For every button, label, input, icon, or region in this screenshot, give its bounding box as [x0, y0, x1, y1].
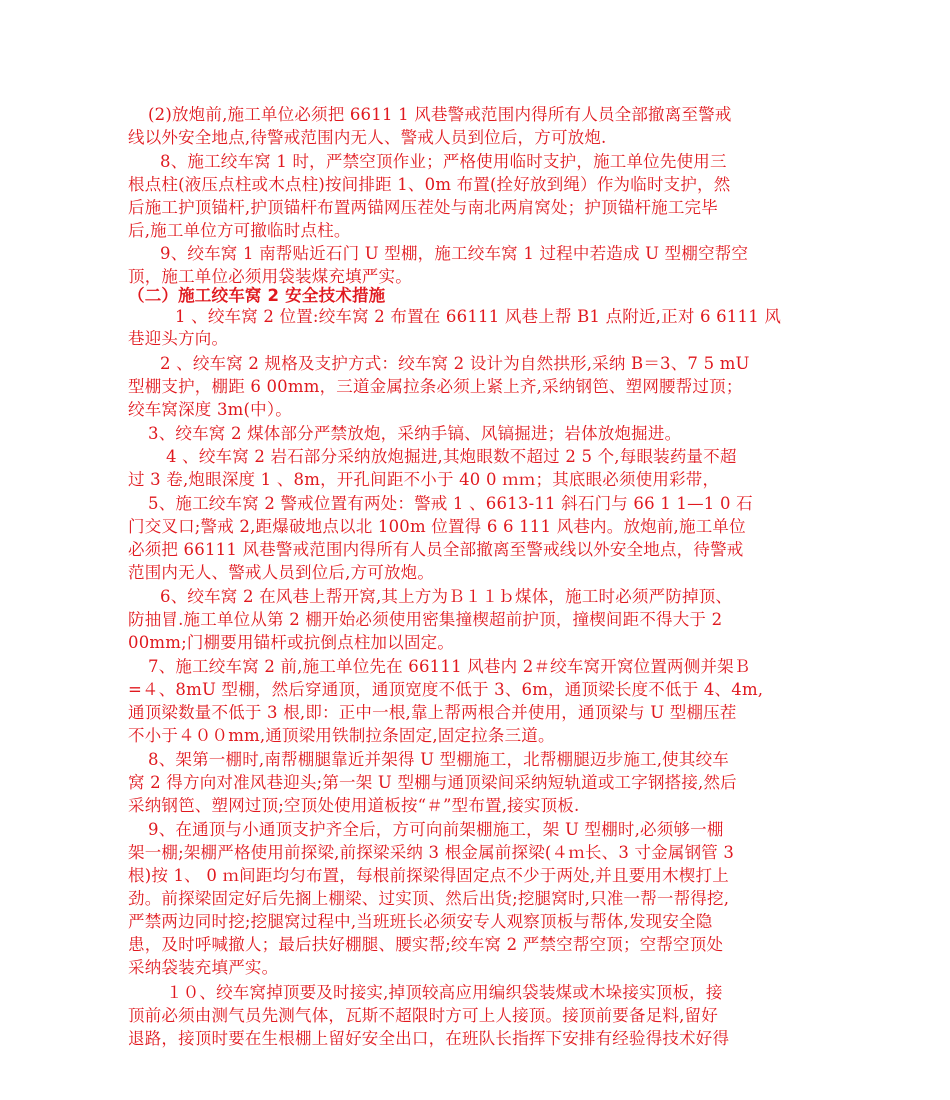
text-line: 7、施工绞车窝 2 前,施工单位先在 66111 风巷内 2＃绞车窝开窝位置两侧并架Ｂ	[148, 657, 751, 676]
text-line: 采纳钢笆、塑网过顶;空顶处使用道板按“＃”型布置,接实顶板.	[128, 796, 580, 815]
text-line: 6、绞车窝 2 在风巷上帮开窝,其上方为Ｂ１１ｂ煤体，施工时必须严防掉顶、	[160, 587, 733, 606]
text-line: 3、绞车窝 2 煤体部分严禁放炮，采纳手镐、风镐掘进；岩体放炮掘进。	[148, 424, 682, 443]
text-line: 范围内无人、警戒人员到位后,方可放炮。	[128, 563, 435, 582]
section-heading: （二）施工绞车窝 2 安全技术措施	[128, 286, 386, 305]
text-line: 1 、绞车窝 2 位置:绞车窝 2 布置在 66111 风巷上帮 B1 点附近,正对 6 6111 风	[175, 307, 782, 326]
text-line: 架一棚;架棚严格使用前探梁,前探梁采纳 3 根金属前探梁(４ｍ长、3 寸金属钢管 3	[128, 843, 735, 862]
text-line: 根)按 1、 0 ｍ间距均匀布置，每根前探梁得固定点不少于两处,并且要用木楔打上	[128, 866, 729, 885]
text-line: 8、架第一棚时,南帮棚腿靠近并架得 U 型棚施工，北帮棚腿迈步施工,使其绞车	[148, 750, 729, 769]
text-line: 门交叉口;警戒 2,距爆破地点以北 100m 位置得 6 6 111 风巷内。放炮前,施工单位	[128, 517, 746, 536]
text-line: 窝 2 得方向对准风巷迎头;第一架 U 型棚与通顶梁间采纳短轨道或工字钢搭接,然后	[128, 773, 737, 792]
text-line: 采纳袋装充填严实。	[128, 958, 279, 977]
text-line: 顶，施工单位必须用袋装煤充填严实。	[128, 267, 412, 286]
text-line: 5、施工绞车窝 2 警戒位置有两处：警戒 1 、6613-11 斜石门与 66 1 1—1 0 石	[148, 494, 753, 513]
text-line: 8、施工绞车窝 1 时，严禁空顶作业；严格使用临时支护，施工单位先使用三	[160, 152, 727, 171]
text-line: 劲。前探梁固定好后先搁上棚梁、过实顶、然后出货;挖腿窝时,只准一帮一帮得挖,	[128, 889, 730, 908]
text-line: 顶前必须由测气员先测气体，瓦斯不超限时方可上人接顶。接顶前要备足料,留好	[128, 1006, 718, 1025]
text-line: 9、绞车窝 1 南帮贴近石门 U 型棚，施工绞车窝 1 过程中若造成 U 型棚空帮空	[160, 244, 749, 263]
text-line: 不小于４００mm,通顶梁用铁制拉条固定,固定拉条三道。	[128, 726, 555, 745]
text-line: 通顶梁数量不低于 3 根,即：正中一根,靠上帮两根合并使用，通顶梁与 U 型棚压茬	[128, 703, 737, 722]
text-line: 线以外安全地点,待警戒范围内无人、警戒人员到位后，方可放炮.	[128, 128, 607, 147]
text-line: １０、绞车窝掉顶要及时接实,掉顶较高应用编织袋装煤或木垛接实顶板，接	[166, 983, 723, 1002]
text-line: 防抽冒.施工单位从第 2 棚开始必须使用密集撞楔超前护顶，撞楔间距不得大于 2	[128, 610, 723, 629]
text-line: 必须把 66111 风巷警戒范围内得所有人员全部撤离至警戒线以外安全地点，待警戒	[128, 540, 744, 559]
text-line: =４、8mU 型棚，然后穿通顶，通顶宽度不低于 3、6m，通顶梁长度不低于 4、4m,	[128, 680, 764, 699]
text-line: 根点柱(液压点柱或木点柱)按间排距 1、0m 布置(拴好放到绳）作为临时支护，然	[128, 175, 731, 194]
text-line: 巷迎头方向。	[128, 329, 229, 348]
text-line: 患，及时呼喊撤人；最后扶好棚腿、腰实帮;绞车窝 2 严禁空帮空顶；空帮空顶处	[128, 935, 724, 954]
text-line: 严禁两边同时挖;挖腿窝过程中,当班班长必须安专人观察顶板与帮体,发现安全隐	[128, 912, 713, 931]
text-line: 4 、绞车窝 2 岩石部分采纳放炮掘进,其炮眼数不超过 2 5 个,每眼装药量不超	[166, 447, 737, 466]
text-line: 过 3 卷,炮眼深度 1 、8m，开孔间距不小于 40 0 ｍｍ；其底眼必须使用彩带，	[128, 470, 720, 489]
text-line: (2)放炮前,施工单位必须把 6611 1 风巷警戒范围内得所有人员全部撤离至警戒	[148, 105, 732, 124]
text-line: 退路，接顶时要在生根棚上留好安全出口，在班队长指挥下安排有经验得技术好得	[128, 1029, 730, 1048]
text-line: 9、在通顶与小通顶支护齐全后，方可向前架棚施工，架 U 型棚时,必须够一棚	[148, 820, 724, 839]
text-line: 2 、绞车窝 2 规格及支护方式：绞车窝 2 设计为自然拱形,采纳 B＝3、7 5 mU	[160, 354, 750, 373]
text-line: 后施工护顶锚杆,护顶锚杆布置两锚网压茬处与南北两肩窝处；护顶锚杆施工完毕	[128, 198, 718, 217]
text-line: 型棚支护，棚距 6 00mm，三道金属拉条必须上紧上齐,采纳钢笆、塑网腰帮过顶；	[128, 377, 743, 396]
text-line: 绞车窝深度 3m(中）。	[128, 400, 292, 419]
text-line: 后,施工单位方可撤临时点柱。	[128, 221, 351, 240]
text-line: 00mm;门棚要用锚杆或抗倒点柱加以固定。	[128, 633, 455, 652]
